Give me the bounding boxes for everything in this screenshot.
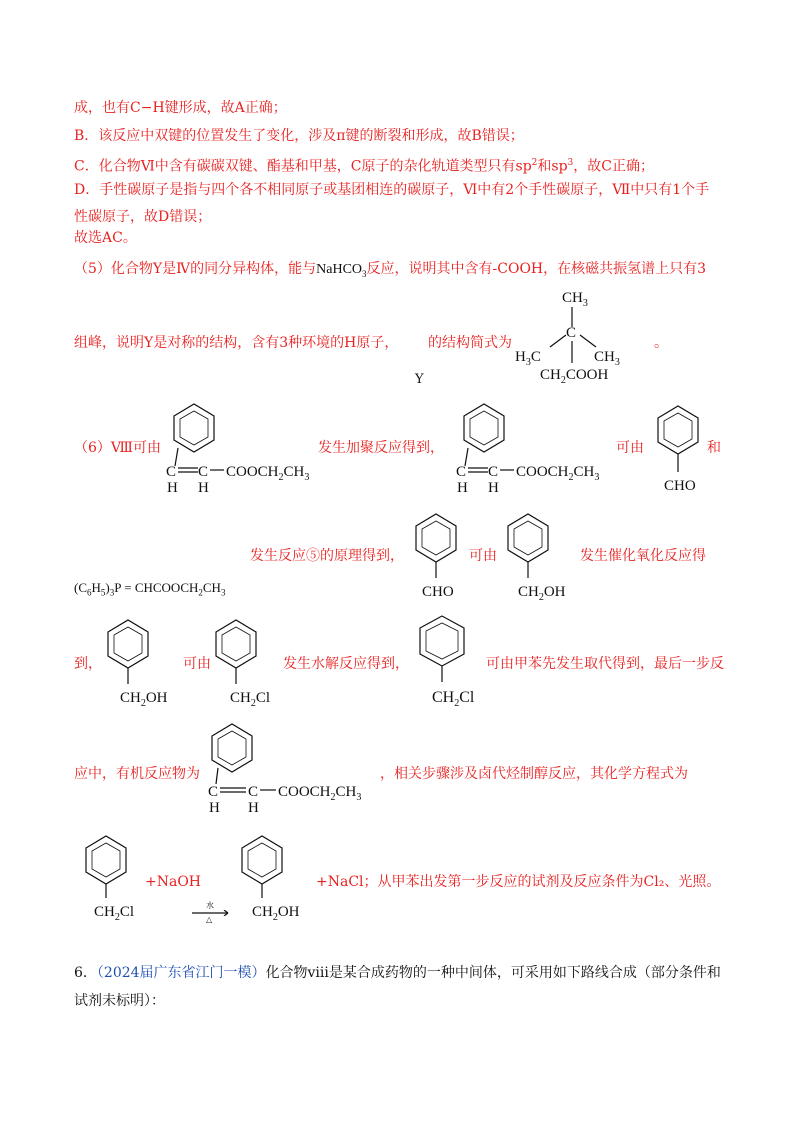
part5-line2-a: 组峰，说明Y是对称的结构，含有3种环境的H原子，: [74, 335, 399, 351]
part6-text-d: 和: [707, 440, 721, 456]
svg-text:C: C: [208, 784, 219, 800]
eq-naoh: +NaOH: [145, 874, 202, 890]
ch2cooh: $CH_2COOH$: [540, 367, 609, 385]
question-6-line2: 试剂未标明）：: [74, 993, 165, 1009]
y-label: Y: [415, 372, 424, 387]
answer-line-b: B．该反应中双键的位置发生了变化，涉及π键的断裂和形成，故B错误；: [74, 128, 524, 144]
svg-text:C: C: [456, 464, 467, 480]
q6-source: （2024届广东省江门一模）: [96, 965, 266, 981]
eq-tail: +NaCl；从甲苯出发第一步反应的试剂及反应条件为Cl₂、光照。: [316, 874, 721, 890]
ch3-top: $CH_3$: [562, 290, 588, 309]
svg-text:CH2OH: $CH_2OH$: [518, 584, 566, 603]
ylide-formula: $(C_6H_5)_3P$ = $CHCOOCH_2CH_3$: [74, 580, 226, 598]
benzaldehyde-1: [646, 402, 706, 497]
h3c-left: $H_3C$: [515, 349, 541, 368]
svg-text:CH2Cl: $CH_2Cl$: [94, 904, 135, 923]
c-text-a: C．化合物Ⅵ中含有碳碳双键、酯基和甲基，C原子的杂化轨道类型只有sp: [74, 158, 532, 175]
svg-text:CH2Cl: $CH_2Cl$: [230, 690, 271, 709]
ch3-right: $CH_3$: [594, 349, 620, 368]
answer-line-d2: 性碳原子，故D错误；: [74, 209, 212, 225]
answer-line-d: D．手性碳原子是指与四个各不相同原子或基团相连的碳原子，Ⅵ中有2个手性碳原子，Ⅶ中只有1个手: [74, 182, 710, 198]
part5-line2-b: 的结构简式为: [428, 335, 512, 351]
answer-line-a: 成，也有C−H键形成，故A正确；: [74, 100, 287, 116]
svg-text:C: C: [248, 784, 259, 800]
cinnamate-2: [452, 400, 612, 500]
part5-text-a: （5）化合物Y是Ⅳ的同分异构体，能与: [74, 261, 317, 277]
benzyl-alcohol-2: [100, 616, 190, 711]
benzaldehyde-2: [410, 510, 470, 605]
cinnamate-3: [204, 720, 394, 820]
svg-text:H: H: [209, 800, 220, 816]
c-text-b: 和sp: [537, 158, 568, 175]
part8-text-a: 到，: [74, 656, 102, 672]
svg-text:COOCH2CH3: $COOCH_2CH_3$: [516, 464, 600, 483]
part7-text-c: 发生催化氧化反应得: [580, 548, 706, 564]
benzyl-alcohol-1: [496, 510, 586, 605]
benzyl-chloride-1: [208, 616, 288, 711]
part7-text-a: 发生反应⑤的原理得到，: [250, 548, 404, 564]
eq-cond-bottom: △: [206, 915, 213, 924]
part9-text-b: ，相关步骤涉及卤代烃制醇反应，其化学方程式为: [380, 766, 688, 782]
c-text-c: ，故C正确；: [573, 158, 654, 175]
svg-text:COOCH2CH3: $COOCH_2CH_3$: [278, 784, 362, 803]
svg-text:H: H: [488, 480, 499, 496]
svg-text:H: H: [248, 800, 259, 816]
part9-text-a: 应中，有机反应物为: [74, 766, 200, 782]
svg-text:H: H: [167, 480, 178, 496]
q6-number: 6．: [74, 965, 97, 981]
svg-text:C: C: [166, 464, 177, 480]
q6-text: 化合物ⅷ是某合成药物的一种中间体，可采用如下路线合成（部分条件和: [265, 965, 721, 981]
part6-text-b: 发生加聚反应得到，: [318, 440, 444, 456]
svg-text:C: C: [198, 464, 209, 480]
svg-text:H: H: [198, 480, 209, 496]
question-6-line1: [74, 963, 721, 983]
answer-choice: 故选AC。: [74, 230, 137, 246]
eq-benzyl-alcohol: [236, 832, 326, 927]
part7-text-b: 可由: [469, 548, 497, 564]
part8-text-c: 发生水解反应得到，: [283, 656, 409, 672]
svg-text:CHO: CHO: [422, 584, 454, 600]
svg-text:CHO: CHO: [664, 478, 696, 494]
part8-text-d: 可由甲苯先发生取代得到，最后一步反: [486, 656, 724, 672]
svg-text:CH2Cl: $CH_2Cl$: [432, 689, 475, 709]
part5-line2-end: 。: [654, 335, 668, 351]
benzyl-chloride-2: [412, 612, 492, 712]
cinnamate-1: [162, 400, 322, 500]
c-sup-2: 2: [531, 158, 538, 168]
part6-text-a: （6）Ⅷ可由: [74, 440, 161, 456]
c-sup-3: 3: [567, 158, 574, 168]
part6-text-c: 可由: [616, 440, 644, 456]
answer-line-c: [74, 153, 654, 177]
svg-text:C: C: [488, 464, 499, 480]
part8-text-b: 可由: [183, 656, 211, 672]
nahco3-formula: NaHCO$_3$: [316, 262, 367, 279]
part5-line1: [74, 259, 706, 284]
svg-text:H: H: [457, 480, 468, 496]
svg-text:CH2OH: $CH_2OH$: [120, 690, 168, 709]
svg-text:COOCH2CH3: $COOCH_2CH_3$: [226, 464, 310, 483]
svg-text:CH2OH: $CH_2OH$: [252, 904, 300, 923]
quaternary-c: C: [566, 325, 577, 341]
eq-cond-top: 水: [206, 901, 214, 910]
structure-y: [510, 285, 660, 385]
part5-text-b: 反应，说明其中含有-COOH，在核磁共振氢谱上只有3: [366, 261, 707, 277]
